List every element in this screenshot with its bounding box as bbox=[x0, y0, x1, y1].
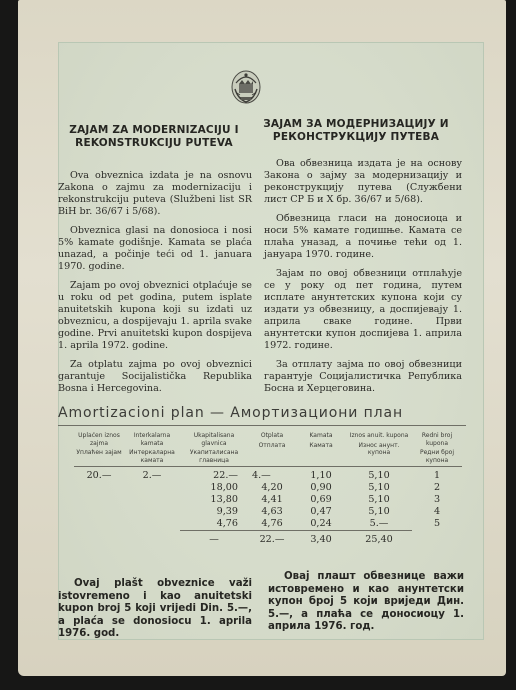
table-header-row bbox=[74, 428, 462, 467]
column-header: Otplata Отплата bbox=[248, 428, 296, 467]
terms-paragraph: Зајам по овој обвезници отплаћује се у року од пет година, путем исплате анунтетских купона који су издати уз обвезницу, а доспијевају 1. априла сваке године. Први анунтетски купон доспијева 1. априла 1972. године. bbox=[264, 268, 462, 351]
cell: 4,76 bbox=[216, 518, 238, 529]
cell: 5.— bbox=[369, 518, 389, 529]
terms-latin bbox=[58, 170, 252, 402]
table-row bbox=[74, 482, 462, 494]
cell: 4.— bbox=[252, 470, 271, 481]
cell: 4,41 bbox=[261, 494, 283, 505]
paid-amount: 20.— bbox=[86, 470, 112, 481]
coat-of-arms-icon bbox=[230, 69, 262, 105]
cell: 4,76 bbox=[261, 518, 283, 529]
cell: 18,00 bbox=[210, 482, 238, 493]
cell: 3 bbox=[433, 494, 441, 505]
terms-paragraph: Obveznica glasi na donosioca i nosi 5% kamate godišnje. Kamata se plaća unazad, a počinje teći od 1. januara 1970. godine. bbox=[58, 225, 252, 272]
terms-paragraph: Zajam po ovoj obveznici otplaćuje se u roku od pet godina, putem isplate anuitetskih kupona koji su izdati uz obveznicu, a dospijevaju 1. aprila svake godine. Prvi anuitetski kupon dospijeva 1. aprila 1972. godine. bbox=[58, 280, 252, 351]
amortization-plan-title: Amortizacioni plan — Амортизациони план bbox=[58, 405, 404, 421]
column-header: Iznos anuit. kupona Износ анунт. купона bbox=[346, 428, 412, 467]
cell: 5,10 bbox=[368, 470, 390, 481]
total-cell: 25,40 bbox=[346, 531, 412, 547]
title-latin: ZAJAM ZA MODERNIZACIJU I REKONSTRUKCIJU PUTEVA bbox=[69, 124, 239, 149]
cell: 5 bbox=[433, 518, 441, 530]
cell: 0,47 bbox=[310, 506, 332, 517]
cell: 1 bbox=[433, 470, 441, 481]
terms-paragraph: Обвезница гласи на доносиоца и носи 5% камате годишње. Камата се плаћа уназад, а почиње тећи од 1. јануара 1970. године. bbox=[264, 213, 462, 260]
cell: 0,24 bbox=[310, 518, 332, 529]
table-row bbox=[74, 467, 462, 483]
cell: 0,69 bbox=[310, 494, 332, 505]
cell: 2 bbox=[433, 482, 441, 493]
cell: 5,10 bbox=[368, 506, 390, 517]
column-header: Interkalarna kamata Интеркаларна камата bbox=[124, 428, 180, 467]
cell: 9,39 bbox=[216, 506, 238, 517]
terms-paragraph: Ova obveznica izdata je na osnovu Zakona o zajmu za modernizaciju i rekonstrukciju puteva (Službeni list SR BiH br. 36/67 i 5/68). bbox=[58, 170, 252, 217]
coupon-note-latin: Ovaj plašt obveznice važi istovremeno i kao anuitetski kupon broj 5 koji vrijedi Din. 5.—, a plaća se donosiocu 1. aprila 1976. god. bbox=[58, 578, 252, 639]
terms-paragraph: За отплату зајма по овој обвезници гарантује Социјалистичка Република Босна и Херцеговина. bbox=[264, 359, 462, 394]
total-cell: 3,40 bbox=[296, 531, 346, 547]
amortization-table bbox=[74, 428, 462, 547]
totals-row bbox=[74, 531, 462, 547]
cell: 5,10 bbox=[368, 482, 390, 493]
cell: 22.— bbox=[213, 470, 238, 481]
cell: 4,63 bbox=[261, 506, 283, 517]
table-row bbox=[74, 506, 462, 518]
cell: 4,20 bbox=[261, 482, 283, 493]
divider bbox=[58, 425, 466, 426]
column-header: Kamata Камата bbox=[296, 428, 346, 467]
coupon-note-cyrillic: Овај плашт обвезнице важи истовремено и као анунтетски купон број 5 који вриједи Дин. 5.—, а плаћа се доносиоцу 1. априла 1976. год. bbox=[268, 571, 464, 632]
total-cell: — bbox=[180, 531, 248, 547]
terms-paragraph: Za otplatu zajma po ovoj obveznici garantuje Socijalistička Republika Bosna i Hercegovina. bbox=[58, 359, 252, 394]
table-row bbox=[74, 518, 462, 531]
cell: 4 bbox=[433, 506, 441, 517]
terms-paragraph: Ова обвезница издата је на основу Закона о зајму за модернизацију и реконструкцију путева (Службени лист СР Б и Х бр. 36/67 и 5/68). bbox=[264, 158, 462, 205]
terms-cyrillic bbox=[264, 158, 462, 402]
column-header: Uplaćen iznos zajma Уплаћен зајам bbox=[74, 428, 124, 467]
cell: 5,10 bbox=[368, 494, 390, 505]
table-row bbox=[74, 494, 462, 506]
title-cyrillic: ЗАЈАМ ЗА МОДЕРНИЗАЦИЈУ И РЕКОНСТРУКЦИЈУ ПУТЕВА bbox=[263, 118, 449, 143]
column-header: Redni broj kupona Редни број купона bbox=[412, 428, 462, 467]
cell: 0,90 bbox=[310, 482, 332, 493]
total-cell: 22.— bbox=[248, 531, 296, 547]
column-header: Ukapitalisana glavnica Укапиталисана главница bbox=[180, 428, 248, 467]
interkalarna-amount: 2.— bbox=[142, 470, 162, 481]
cell: 1,10 bbox=[310, 470, 332, 481]
cell: 13,80 bbox=[210, 494, 238, 505]
